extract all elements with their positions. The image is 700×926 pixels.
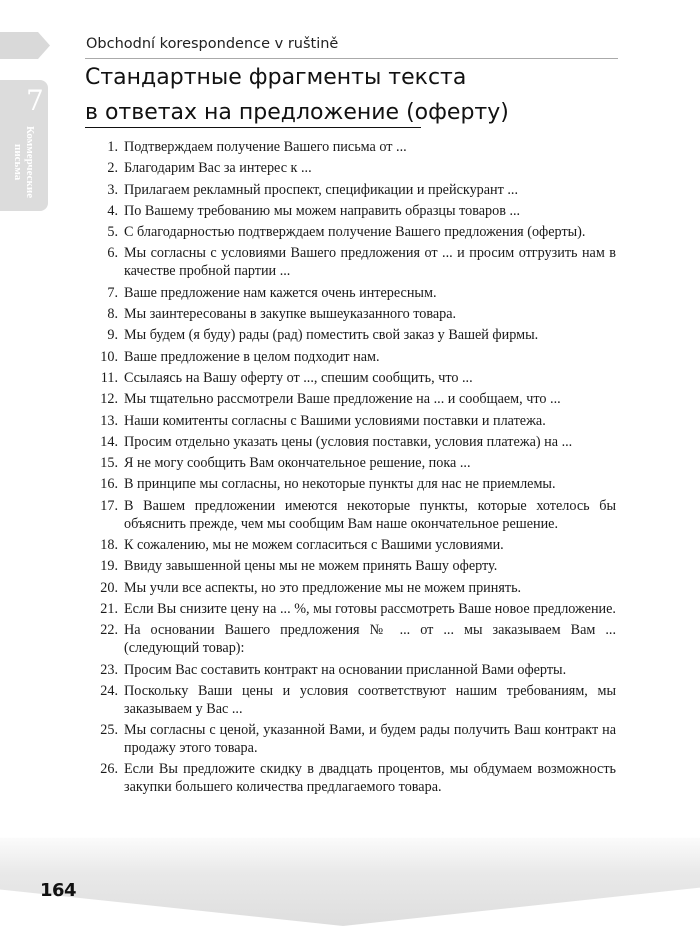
item-number: 18.: [100, 537, 118, 554]
list-item: [95, 138, 616, 156]
list-item: [95, 390, 616, 408]
item-text: Мы согласны с условиями Вашего предложения от ... и просим отгрузить нам в качестве пробной партии ...: [124, 245, 616, 280]
item-text: Прилагаем рекламный проспект, спецификации и прейскурант ...: [124, 181, 519, 198]
list-item: [95, 579, 616, 597]
header-tab-marker: [0, 32, 50, 59]
list-item: [95, 244, 616, 280]
item-text: По Вашему требованию мы можем направить образцы товаров ...: [124, 202, 521, 219]
item-text: Мы тщательно рассмотрели Ваше предложение на ... и сообщаем, что ...: [124, 391, 561, 408]
item-number: 25.: [100, 722, 118, 739]
item-number: 8.: [107, 306, 118, 323]
item-number: 16.: [100, 476, 118, 493]
item-number: 17.: [100, 497, 118, 514]
page-number: 164: [40, 880, 77, 901]
list-item: [95, 454, 616, 472]
phrase-list: [95, 138, 616, 800]
list-item: [95, 284, 616, 302]
item-number: 21.: [100, 600, 118, 617]
item-text: В Вашем предложении имеются некоторые пункты, которые хотелось бы объяснить прежде, чем мы сообщим Вам наше окончательное решение.: [124, 497, 616, 532]
list-item: [95, 536, 616, 554]
item-text: Мы учли все аспекты, но это предложение мы не можем принять.: [124, 579, 522, 596]
list-item: [95, 202, 616, 220]
list-item: [95, 475, 616, 493]
item-number: 19.: [100, 558, 118, 575]
list-item: [95, 181, 616, 199]
page-title-line1: Стандартные фрагменты текста: [85, 65, 467, 90]
list-item: [95, 721, 616, 757]
list-item: [95, 223, 616, 241]
chapter-number: 7: [26, 84, 44, 117]
item-number: 14.: [100, 433, 118, 450]
header-divider: [85, 58, 618, 59]
item-text: Если Вы предложите скидку в двадцать процентов, мы обдумаем возможность закупки большего количества предлагаемого товара.: [124, 761, 616, 796]
list-item: [95, 305, 616, 323]
list-item: [95, 497, 616, 533]
item-text: Мы согласны с ценой, указанной Вами, и будем рады получить Ваш контракт на продажу этого товара.: [124, 722, 616, 757]
item-number: 10.: [100, 348, 118, 365]
chapter-label: Коммерческие письма: [12, 125, 36, 199]
list-item: [95, 600, 616, 618]
item-number: 15.: [100, 455, 118, 472]
item-number: 11.: [100, 369, 118, 386]
list-item: [95, 682, 616, 718]
item-text: Мы будем (я буду) рады (рад) поместить свой заказ у Вашей фирмы.: [124, 327, 539, 344]
item-number: 26.: [100, 761, 118, 778]
item-text: Наши комитенты согласны с Вашими условиями поставки и платежа.: [124, 412, 546, 429]
item-number: 7.: [107, 284, 118, 301]
running-title: Obchodní korespondence v ruštině: [86, 36, 339, 52]
list-item: [95, 557, 616, 575]
list-item: [95, 433, 616, 451]
item-text: Просим Вас составить контракт на основании присланной Вами оферты.: [124, 661, 567, 678]
item-number: 4.: [107, 202, 118, 219]
item-text: Подтверждаем получение Вашего письма от ...: [124, 139, 407, 155]
item-text: Благодарим Вас за интерес к ...: [124, 160, 312, 177]
footer-decoration: [0, 830, 700, 926]
title-underline: [85, 127, 421, 128]
item-text: Ваше предложение нам кажется очень интересным.: [124, 284, 437, 301]
item-number: 1.: [107, 139, 118, 155]
item-number: 6.: [107, 245, 118, 262]
item-number: 12.: [100, 391, 118, 408]
item-text: С благодарностью подтверждаем получение Вашего предложения (оферты).: [124, 224, 586, 241]
item-text: Просим отдельно указать цены (условия поставки, условия платежа) на ...: [124, 433, 573, 450]
list-item: [95, 621, 616, 657]
item-text: Если Вы снизите цену на ... %, мы готовы рассмотреть Ваше новое предложение.: [124, 600, 616, 617]
item-text: Поскольку Ваши цены и условия соответствуют нашим требованиям, мы заказываем у Вас ...: [124, 682, 616, 717]
page-title: [85, 60, 509, 130]
item-text: Ссылаясь на Вашу оферту от ..., спешим сообщить, что ...: [124, 369, 473, 386]
list-item: [95, 412, 616, 430]
item-number: 13.: [100, 412, 118, 429]
list-item: [95, 369, 616, 387]
item-number: 20.: [100, 579, 118, 596]
page-title-line2: в ответах на предложение (оферту): [85, 100, 509, 125]
item-number: 2.: [107, 160, 118, 177]
item-number: 22.: [100, 622, 118, 639]
item-text: Я не могу сообщить Вам окончательное решение, пока ...: [124, 455, 471, 472]
item-text: Ввиду завышенной цены мы не можем принять Вашу оферту.: [124, 558, 498, 575]
list-item: [95, 159, 616, 177]
item-text: На основании Вашего предложения № ... от ... мы заказываем Вам ... (следующий товар):: [124, 622, 616, 657]
item-number: 3.: [107, 181, 118, 198]
list-item: [95, 661, 616, 679]
item-text: К сожалению, мы не можем согласиться с Вашими условиями.: [124, 537, 504, 554]
item-number: 23.: [100, 661, 118, 678]
item-text: Ваше предложение в целом подходит нам.: [124, 348, 380, 365]
list-item: [95, 760, 616, 796]
item-number: 9.: [107, 327, 118, 344]
item-number: 24.: [100, 682, 118, 699]
item-text: В принципе мы согласны, но некоторые пункты для нас не приемлемы.: [124, 476, 556, 493]
list-item: [95, 326, 616, 344]
item-number: 5.: [107, 224, 118, 241]
list-item: [95, 348, 616, 366]
item-text: Мы заинтересованы в закупке вышеуказанного товара.: [124, 306, 457, 323]
